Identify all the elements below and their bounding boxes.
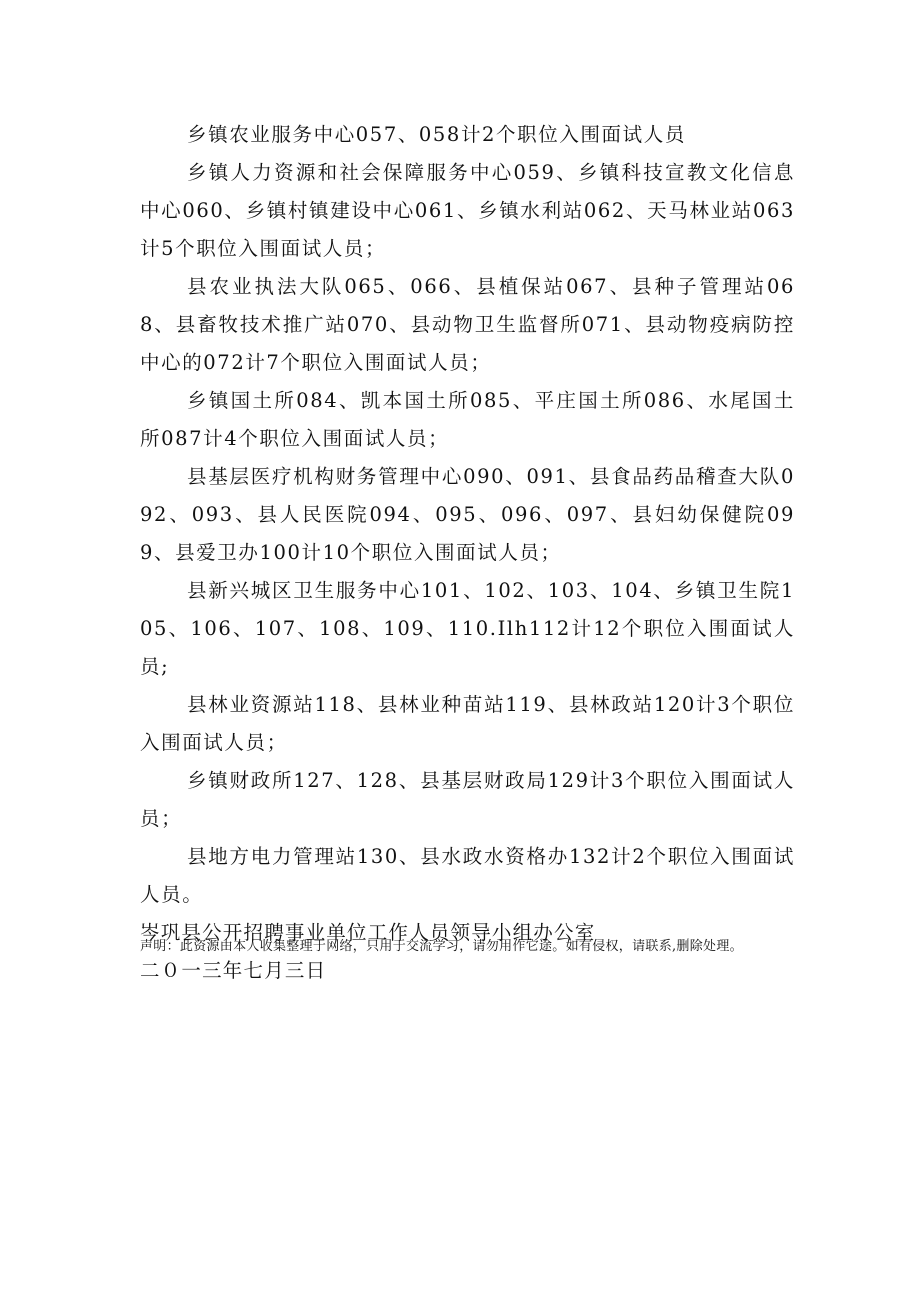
paragraph-8: 乡镇财政所127、128、县基层财政局129计3个职位入围面试人员； [140,769,795,830]
paragraph-2: 乡镇人力资源和社会保障服务中心059、乡镇科技宣教文化信息中心060、乡镇村镇建设中心061、乡镇水利站062、天马林业站063计5个职位入围面试人员； [140,161,795,260]
signature-office: 岑巩县公开招聘事业单位工作人员领导小组办公室 [140,921,596,944]
paragraph-7: 县林业资源站118、县林业种苗站119、县林政站120计3个职位入围面试人员； [140,693,795,754]
paragraph-6: 县新兴城区卫生服务中心101、102、103、104、乡镇卫生院105、106、107、108、109、110.Ilh112计12个职位入围面试人员; [140,579,795,678]
document-body [140,116,795,990]
paragraph-4: 乡镇国土所084、凯本国土所085、平庄国土所086、水尾国土所087计4个职位入围面试人员； [140,389,795,450]
paragraph-1: 乡镇农业服务中心057、058计2个职位入围面试人员 [187,123,686,146]
paragraph-3: 县农业执法大队065、066、县植保站067、县种子管理站068、县畜牧技术推广站070、县动物卫生监督所071、县动物疫病防控中心的072计7个职位入围面试人员； [140,275,795,374]
paragraph-5: 县基层医疗机构财务管理中心090、091、县食品药品稽查大队092、093、县人民医院094、095、096、097、县妇幼保健院099、县爱卫办100计10个职位入围面试人员； [140,465,795,564]
disclaimer-note: 声明：此资源由本人收集整理于网络，只用于交流学习，请勿用作它途。如有侵权，请联系,删除处理。 [140,939,743,954]
paragraph-9: 县地方电力管理站130、县水政水资格办132计2个职位入围面试人员。 [140,845,795,906]
signature-date: 二０一三年七月三日 [140,959,327,982]
